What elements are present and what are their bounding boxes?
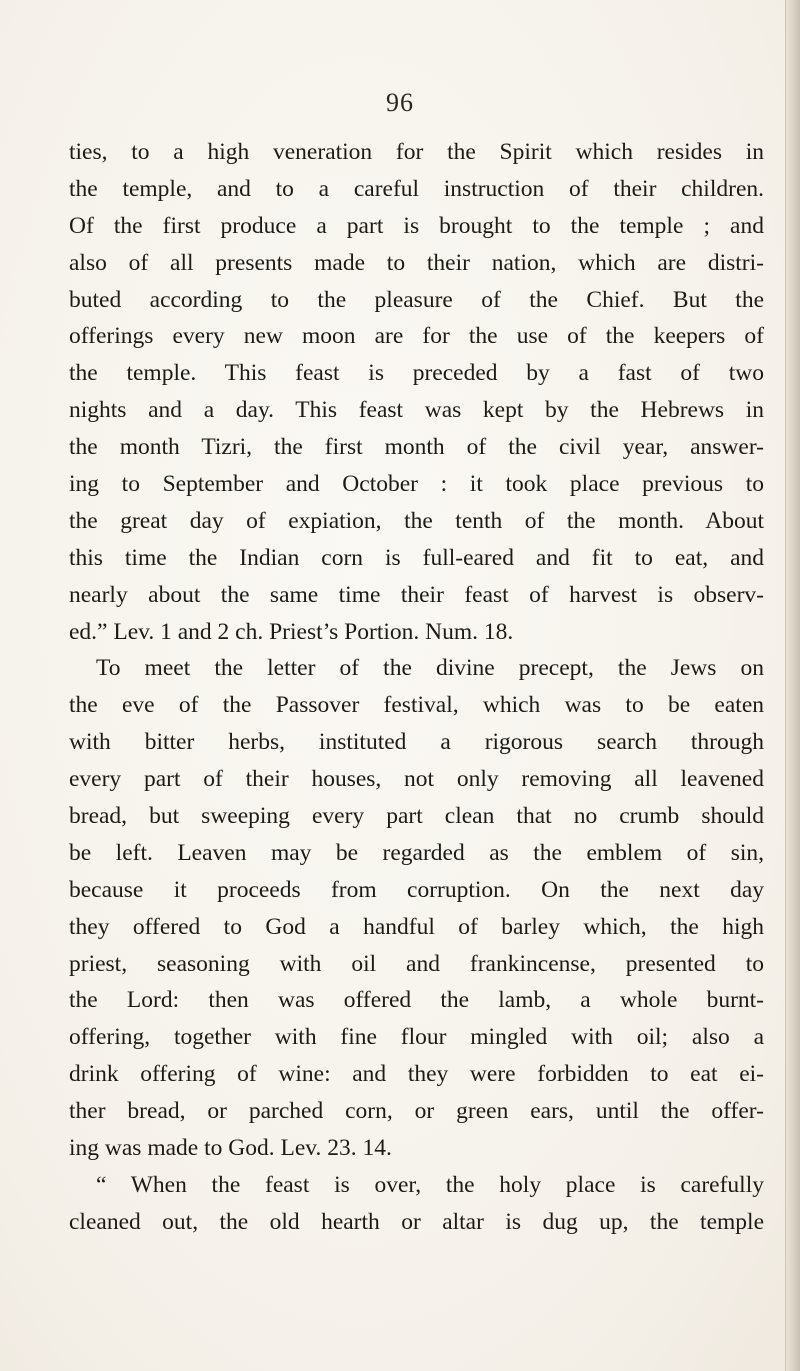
text-line: drink offering of wine: and they were forbidden to eat ei- <box>69 1061 764 1088</box>
text-line: nearly about the same time their feast of harvest is observ- <box>69 581 764 608</box>
body-text <box>69 134 764 1241</box>
text-line: Of the first produce a part is brought to the temple ; and <box>69 212 764 239</box>
text-line: because it proceeds from corruption. On the next day <box>69 876 764 903</box>
text-line: ed.” Lev. 1 and 2 ch. Priest’s Portion. Num. 18. <box>69 618 514 645</box>
text-line: ing to September and October : it took place previous to <box>69 471 764 498</box>
text-line: the temple. This feast is preceded by a fast of two <box>69 360 764 387</box>
text-line: also of all presents made to their nation, which are distri- <box>69 249 764 276</box>
page-number: 96 <box>386 88 414 117</box>
text-line: ties, to a high veneration for the Spirit which resides in <box>69 139 764 165</box>
text-line: be left. Leaven may be regarded as the emblem of sin, <box>69 839 764 866</box>
text-line: ther bread, or parched corn, or green ears, until the offer- <box>69 1098 764 1125</box>
text-line: nights and a day. This feast was kept by the Hebrews in <box>69 397 764 424</box>
text-line: every part of their houses, not only removing all leavened <box>69 766 764 793</box>
text-line: priest, seasoning with oil and frankincense, presented to <box>69 950 764 977</box>
text-line: offerings every new moon are for the use of the keepers of <box>69 323 764 350</box>
text-line: the eve of the Passover festival, which was to be eaten <box>69 692 764 719</box>
text-line: buted according to the pleasure of the Chief. But the <box>69 286 764 313</box>
text-line: with bitter herbs, instituted a rigorous search through <box>69 729 764 756</box>
text-line: the Lord: then was offered the lamb, a whole burnt- <box>69 987 764 1014</box>
text-line: this time the Indian corn is full-eared and fit to eat, and <box>69 544 764 571</box>
text-line: To meet the letter of the divine precept, the Jews on <box>96 655 764 682</box>
text-line: offering, together with fine flour mingled with oil; also a <box>69 1024 764 1051</box>
text-line: the great day of expiation, the tenth of the month. About <box>69 507 764 534</box>
text-line: cleaned out, the old hearth or altar is dug up, the temple <box>69 1208 764 1235</box>
text-line: bread, but sweeping every part clean that no crumb should <box>69 803 764 830</box>
text-line: “ When the feast is over, the holy place is carefully <box>96 1171 764 1198</box>
text-line: they offered to God a handful of barley which, the high <box>69 913 764 940</box>
text-line: ing was made to God. Lev. 23. 14. <box>69 1135 392 1162</box>
text-line: the temple, and to a careful instruction of their children. <box>69 175 764 202</box>
text-line: the month Tizri, the first month of the civil year, answer- <box>69 434 764 461</box>
page-edge <box>785 0 800 1371</box>
